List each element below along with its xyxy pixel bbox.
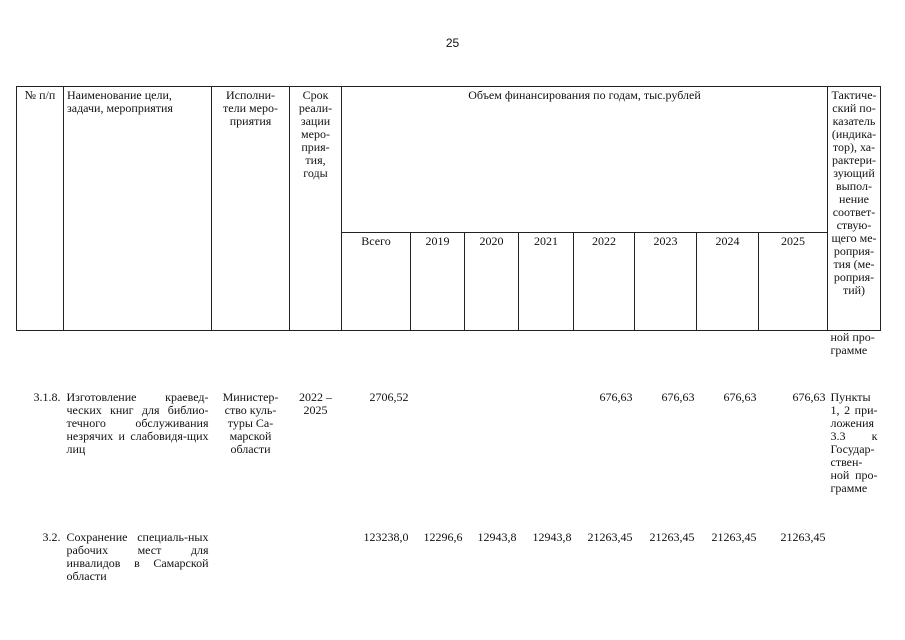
header-funding: Объем финансирования по годам, тыс.рублей bbox=[342, 87, 828, 233]
row-2025: 676,63 bbox=[792, 389, 826, 404]
row-2019 bbox=[411, 385, 465, 525]
row-num: 3.1.8. bbox=[33, 389, 61, 404]
header-num: № п/п bbox=[17, 87, 64, 331]
row-2023: 21263,45 bbox=[649, 529, 695, 544]
header-indicator: Тактиче-ский по-казатель (индика-тор), ха-рактери-зующий выпол-нение соответ-ствую-щего ме-роприя-тия (ме-роприя-тий) bbox=[828, 87, 881, 331]
row-executors bbox=[212, 525, 290, 605]
header-year-2025: 2025 bbox=[759, 233, 828, 331]
header-year-2021: 2021 bbox=[519, 233, 574, 331]
row-total: 2706,52 bbox=[369, 389, 409, 404]
header-year-2022: 2022 bbox=[574, 233, 635, 331]
row-indicator bbox=[828, 525, 881, 605]
header-total: Всего bbox=[342, 233, 411, 331]
header-row-top bbox=[17, 87, 881, 233]
page-number: 25 bbox=[445, 36, 460, 50]
row-2023: 676,63 bbox=[661, 389, 695, 404]
continuation-row bbox=[17, 331, 881, 385]
header-name: Наименование цели, задачи, мероприятия bbox=[64, 87, 212, 331]
continuation-indicator: ной про-грамме bbox=[830, 330, 875, 357]
row-2022: 676,63 bbox=[599, 389, 633, 404]
row-2022: 21263,45 bbox=[587, 529, 633, 544]
header-executors: Исполни-тели меро-приятия bbox=[212, 87, 290, 331]
header-year-2023: 2023 bbox=[635, 233, 697, 331]
financing-table-wrapper bbox=[16, 86, 881, 605]
row-2019: 12296,6 bbox=[423, 529, 463, 544]
header-year-2020: 2020 bbox=[465, 233, 519, 331]
header-year-2019: 2019 bbox=[411, 233, 465, 331]
row-indicator: Пункты 1, 2 при-ложения 3.3 к Государ-ствен-ной про-грамме bbox=[830, 389, 878, 495]
row-2021 bbox=[519, 385, 574, 525]
row-name: Сохранение специаль-ных рабочих мест для инвалидов в Самарской области bbox=[66, 529, 209, 583]
row-2024: 676,63 bbox=[723, 389, 757, 404]
row-name: Изготовление краевед-ческих книг для библио-течного обслуживания незрячих и слабовидя-щих лиц bbox=[66, 389, 209, 456]
row-2020: 12943,8 bbox=[477, 529, 517, 544]
row-executors: Министер-ство куль-туры Са-марской области bbox=[222, 389, 279, 456]
table-row bbox=[17, 525, 881, 605]
header-term: Срок реали-зации меро-прия-тия, годы bbox=[290, 87, 342, 331]
row-2025: 21263,45 bbox=[780, 529, 826, 544]
row-2021: 12943,8 bbox=[532, 529, 572, 544]
row-term: 2022 – 2025 bbox=[299, 389, 332, 417]
row-2020 bbox=[465, 385, 519, 525]
row-term bbox=[290, 525, 342, 605]
financing-table bbox=[16, 86, 881, 605]
row-2024: 21263,45 bbox=[711, 529, 757, 544]
table-row bbox=[17, 385, 881, 525]
row-num: 3.2. bbox=[42, 529, 61, 544]
row-total: 123238,0 bbox=[363, 529, 409, 544]
header-year-2024: 2024 bbox=[697, 233, 759, 331]
